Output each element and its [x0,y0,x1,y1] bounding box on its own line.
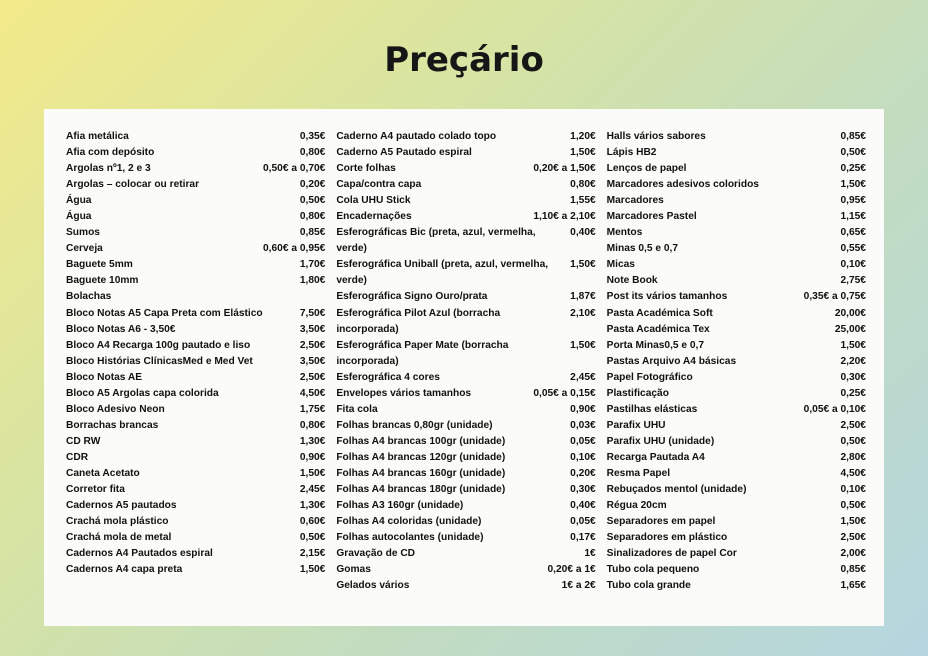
item-price: 0,05€ [570,435,596,447]
item-price: 1,20€ [570,131,596,142]
item-name: Corretor fita [66,484,125,496]
item-name: Lenços de papel [606,163,687,175]
item-price: 0,50€ a 0,70€ [263,163,326,175]
price-row [607,322,866,338]
price-row [607,434,866,450]
item-name: Água [66,211,92,223]
item-price: 0,20€ a 1€ [547,564,596,576]
item-price: 1,10€ a 2,10€ [533,211,596,223]
item-name: Bloco Adesivo Neon [66,403,165,415]
price-row [336,209,595,225]
item-price: 0,35€ [299,131,326,142]
item-name: Marcadores adesivos coloridos [606,179,759,191]
item-price: 0,50€ [840,500,866,512]
item-price: 3,50€ [299,355,326,367]
item-name: Capa/contra capa [336,179,422,191]
item-price: 0,85€ [840,131,866,142]
item-price: 4,50€ [299,387,326,399]
price-row [336,466,595,482]
item-name: Bloco A4 Recarga 100g pautado e liso [66,339,251,351]
item-name: Bloco Notas A6 - 3,50€ [66,323,176,335]
item-name: Folhas A4 brancas 160gr (unidade) [336,467,506,479]
item-price: 0,05€ a 0,10€ [803,403,866,415]
item-name: Cerveja [66,243,103,255]
item-name: Cadernos A5 pautados [66,500,177,512]
price-row [607,482,866,498]
item-name: CDR [66,451,89,463]
price-row [336,434,595,450]
item-name: Folhas A4 brancas 100gr (unidade) [336,435,506,447]
item-name: Crachá mola de metal [66,532,172,544]
item-name: Cadernos A4 capa preta [66,564,183,576]
item-price: 0,05€ [570,516,596,528]
item-price: 1,80€ [299,275,326,287]
item-price: 2,50€ [299,339,326,351]
price-row [607,241,866,257]
item-price: 2,50€ [840,419,866,431]
item-price: 25,00€ [834,323,866,335]
item-price: 2,50€ [840,532,866,544]
price-row [607,289,866,305]
price-row [336,450,595,466]
item-name: Folhas A3 160gr (unidade) [336,500,464,512]
price-row [607,386,866,402]
price-row [607,161,866,177]
item-price: 1,50€ [570,147,596,159]
item-price: 0,60€ a 0,95€ [263,243,326,255]
price-row [66,177,325,193]
item-price: 1,50€ [570,339,596,351]
item-name: Folhas A4 brancas 120gr (unidade) [336,451,506,463]
item-name: Pasta Académica Soft [606,307,713,319]
item-price: 3,50€ [299,323,326,335]
item-price: 0,65€ [840,227,866,239]
item-price: 0,35€ a 0,75€ [803,291,866,303]
item-price: 2,00€ [840,548,866,560]
item-name: Halls vários sabores [606,131,706,142]
price-row [66,161,325,177]
price-row [66,273,325,289]
price-row [607,578,866,594]
item-name: Folhas A4 coloridas (unidade) [336,516,482,528]
item-price: 0,80€ [299,147,326,159]
item-price: 0,80€ [299,419,326,431]
price-row [66,514,325,530]
price-row [66,562,325,578]
price-row [336,306,595,338]
item-price: 7,50€ [299,307,326,319]
item-name: Bloco A5 Argolas capa colorida [66,387,219,399]
price-row [607,402,866,418]
price-row [607,306,866,322]
price-row [607,273,866,289]
item-price: 0,03€ [570,419,596,431]
price-row [607,498,866,514]
price-row [66,530,325,546]
price-row [66,193,325,209]
item-price: 0,17€ [570,532,596,544]
price-row [607,450,866,466]
item-price: 1€ a 2€ [561,580,596,592]
item-price: 1,75€ [299,403,326,415]
item-price: 0,85€ [299,227,326,239]
item-price: 0,85€ [840,564,866,576]
item-price: 0,80€ [299,211,326,223]
item-name: Papel Fotográfico [606,371,693,383]
item-price: 0,40€ [570,227,596,239]
item-name: Esferográfica Uniball (preta, azul, vermelha, verde) [336,259,549,287]
item-price: 1,50€ [299,467,326,479]
price-row [607,209,866,225]
item-name: Bloco Histórias ClínicasMed e Med Vet [66,355,253,367]
item-price: 1,30€ [299,435,326,447]
item-price: 1,15€ [840,211,866,223]
item-name: Encadernações [336,211,412,223]
price-row [66,145,325,161]
item-price: 1,50€ [840,339,866,351]
item-name: Caderno A5 Pautado espiral [336,147,472,159]
item-price: 1,70€ [299,259,326,271]
price-column [66,129,325,626]
item-name: Bolachas [66,291,112,303]
price-row [66,306,325,322]
price-row [336,145,595,161]
item-name: Pastilhas elásticas [606,403,698,415]
item-name: Argolas nº1, 2 e 3 [66,163,151,175]
item-name: Mentos [606,227,643,239]
item-name: Folhas brancas 0,80gr (unidade) [336,419,493,431]
item-name: Separadores em papel [606,516,716,528]
price-row [607,145,866,161]
price-row [336,546,595,562]
price-row [66,354,325,370]
price-row [336,386,595,402]
price-row [336,193,595,209]
price-row [66,338,325,354]
item-name: Folhas autocolantes (unidade) [336,532,484,544]
item-name: Minas 0,5 e 0,7 [606,243,679,255]
item-price: 1,55€ [570,195,596,207]
price-row [336,562,595,578]
item-price: 0,90€ [299,451,326,463]
price-row [607,370,866,386]
price-row [607,514,866,530]
item-name: Gomas [336,564,371,576]
price-row [66,434,325,450]
item-price: 1€ [584,548,596,560]
item-price: 1,50€ [840,516,866,528]
price-row [66,257,325,273]
item-name: Esferográficas Bic (preta, azul, vermelha, verde) [336,227,536,255]
item-name: Resma Papel [606,467,671,479]
price-row [336,129,595,145]
price-row [66,289,325,305]
price-row [66,241,325,257]
price-row [607,546,866,562]
price-row [607,225,866,241]
price-row [607,257,866,273]
price-row [336,225,595,257]
item-name: Note Book [606,275,658,287]
item-name: Rebuçados mentol (unidade) [606,484,747,496]
item-price: 0,25€ [840,163,866,175]
price-row [336,289,595,305]
price-row [66,482,325,498]
item-price: 0,30€ [840,371,866,383]
price-row [66,322,325,338]
item-name: Afia metálica [66,131,129,142]
price-row [336,578,595,594]
item-price: 2,20€ [840,355,866,367]
item-name: Parafix UHU (unidade) [606,435,715,447]
item-price: 0,95€ [840,195,866,207]
item-price: 0,50€ [840,147,866,159]
price-row [336,161,595,177]
item-name: Parafix UHU [606,419,666,431]
item-name: Recarga Pautada A4 [606,451,705,463]
item-name: Pastas Arquivo A4 básicas [606,355,737,367]
item-name: Marcadores [606,195,664,207]
price-row [336,257,595,289]
item-name: Corte folhas [336,163,396,175]
price-row [336,530,595,546]
price-row [336,482,595,498]
price-row [66,386,325,402]
price-row [607,177,866,193]
item-name: Lápis HB2 [606,147,657,159]
price-row [66,450,325,466]
price-row [607,418,866,434]
item-price: 0,40€ [570,500,596,512]
item-name: Baguete 10mm [66,275,139,287]
item-price: 0,20€ a 1,50€ [533,163,596,175]
item-name: Sinalizadores de papel Cor [606,548,737,560]
item-name: Cola UHU Stick [336,195,411,207]
item-price: 1,87€ [570,291,596,303]
price-row [66,129,325,145]
item-name: CD RW [66,435,101,447]
item-price: 2,50€ [299,371,326,383]
item-price: 0,90€ [570,403,596,415]
item-name: Afia com depósito [66,147,155,159]
price-row [66,209,325,225]
item-name: Esferográfica Pilot Azul (borracha incorporada) [336,307,501,335]
item-price: 0,20€ [570,467,596,479]
item-price: 0,20€ [299,179,326,191]
price-row [607,466,866,482]
price-row [607,129,866,145]
item-name: Gelados vários [336,580,410,592]
item-name: Gravação de CD [336,548,416,560]
item-name: Bloco Notas AE [66,371,143,383]
price-row [607,354,866,370]
item-name: Esferográfica 4 cores [336,371,440,383]
item-name: Envelopes vários tamanhos [336,387,472,399]
item-name: Bloco Notas A5 Capa Preta com Elástico [66,307,263,319]
price-row [66,418,325,434]
price-list-panel [44,109,884,626]
item-price: 1,50€ [840,179,866,191]
price-row [336,177,595,193]
price-row [66,546,325,562]
price-row [66,498,325,514]
price-row [66,370,325,386]
item-name: Água [66,195,92,207]
price-row [336,514,595,530]
item-price: 0,80€ [570,179,596,191]
item-name: Tubo cola grande [606,580,691,592]
item-price: 2,45€ [299,484,326,496]
price-row [607,530,866,546]
price-row [336,370,595,386]
item-name: Post its vários tamanhos [606,291,728,303]
item-price: 0,50€ [299,195,326,207]
item-price: 0,25€ [840,387,866,399]
price-row [607,193,866,209]
item-name: Caneta Acetato [66,467,140,479]
price-row [336,418,595,434]
item-name: Crachá mola plástico [66,516,169,528]
item-name: Borrachas brancas [66,419,159,431]
price-row [336,402,595,418]
item-name: Separadores em plástico [606,532,728,544]
item-name: Caderno A4 pautado colado topo [336,131,497,142]
item-name: Argolas – colocar ou retirar [66,179,200,191]
item-price: 20,00€ [834,307,866,319]
item-price: 0,10€ [570,451,596,463]
page-title: Preçário [384,40,544,80]
item-price: 0,05€ a 0,15€ [533,387,596,399]
item-name: Fita cola [336,403,378,415]
item-name: Esferográfica Signo Ouro/prata [336,291,488,303]
price-row [66,225,325,241]
item-name: Micas [606,259,635,271]
item-price: 0,30€ [570,484,596,496]
item-name: Tubo cola pequeno [606,564,700,576]
item-name: Esferográfica Paper Mate (borracha incorporada) [336,339,509,367]
item-price: 1,30€ [299,500,326,512]
item-price: 2,45€ [570,371,596,383]
item-price: 0,10€ [840,484,866,496]
price-row [66,466,325,482]
item-price: 2,15€ [299,548,326,560]
item-price: 2,75€ [840,275,866,287]
item-name: Plastificação [606,387,669,399]
item-price: 1,50€ [570,259,596,271]
price-row [607,338,866,354]
item-price: 0,60€ [299,516,326,528]
item-price: 1,50€ [299,564,326,576]
item-price: 0,50€ [840,435,866,447]
price-row [66,402,325,418]
item-name: Marcadores Pastel [606,211,697,223]
item-price: 0,10€ [840,259,866,271]
item-name: Porta Minas0,5 e 0,7 [606,339,705,351]
item-name: Régua 20cm [606,500,667,512]
price-row [336,338,595,370]
item-name: Cadernos A4 Pautados espiral [66,548,213,560]
item-price: 2,10€ [570,307,596,319]
item-price: 0,55€ [840,243,866,255]
item-price: 1,65€ [840,580,866,592]
price-column [336,129,595,626]
item-name: Baguete 5mm [66,259,133,271]
item-price: 2,80€ [840,451,866,463]
price-column [607,129,866,626]
price-row [607,562,866,578]
item-price: 4,50€ [840,467,866,479]
item-name: Folhas A4 brancas 180gr (unidade) [336,484,506,496]
item-name: Pasta Académica Tex [606,323,710,335]
price-row [336,498,595,514]
item-price: 0,50€ [299,532,326,544]
item-name: Sumos [66,227,100,239]
